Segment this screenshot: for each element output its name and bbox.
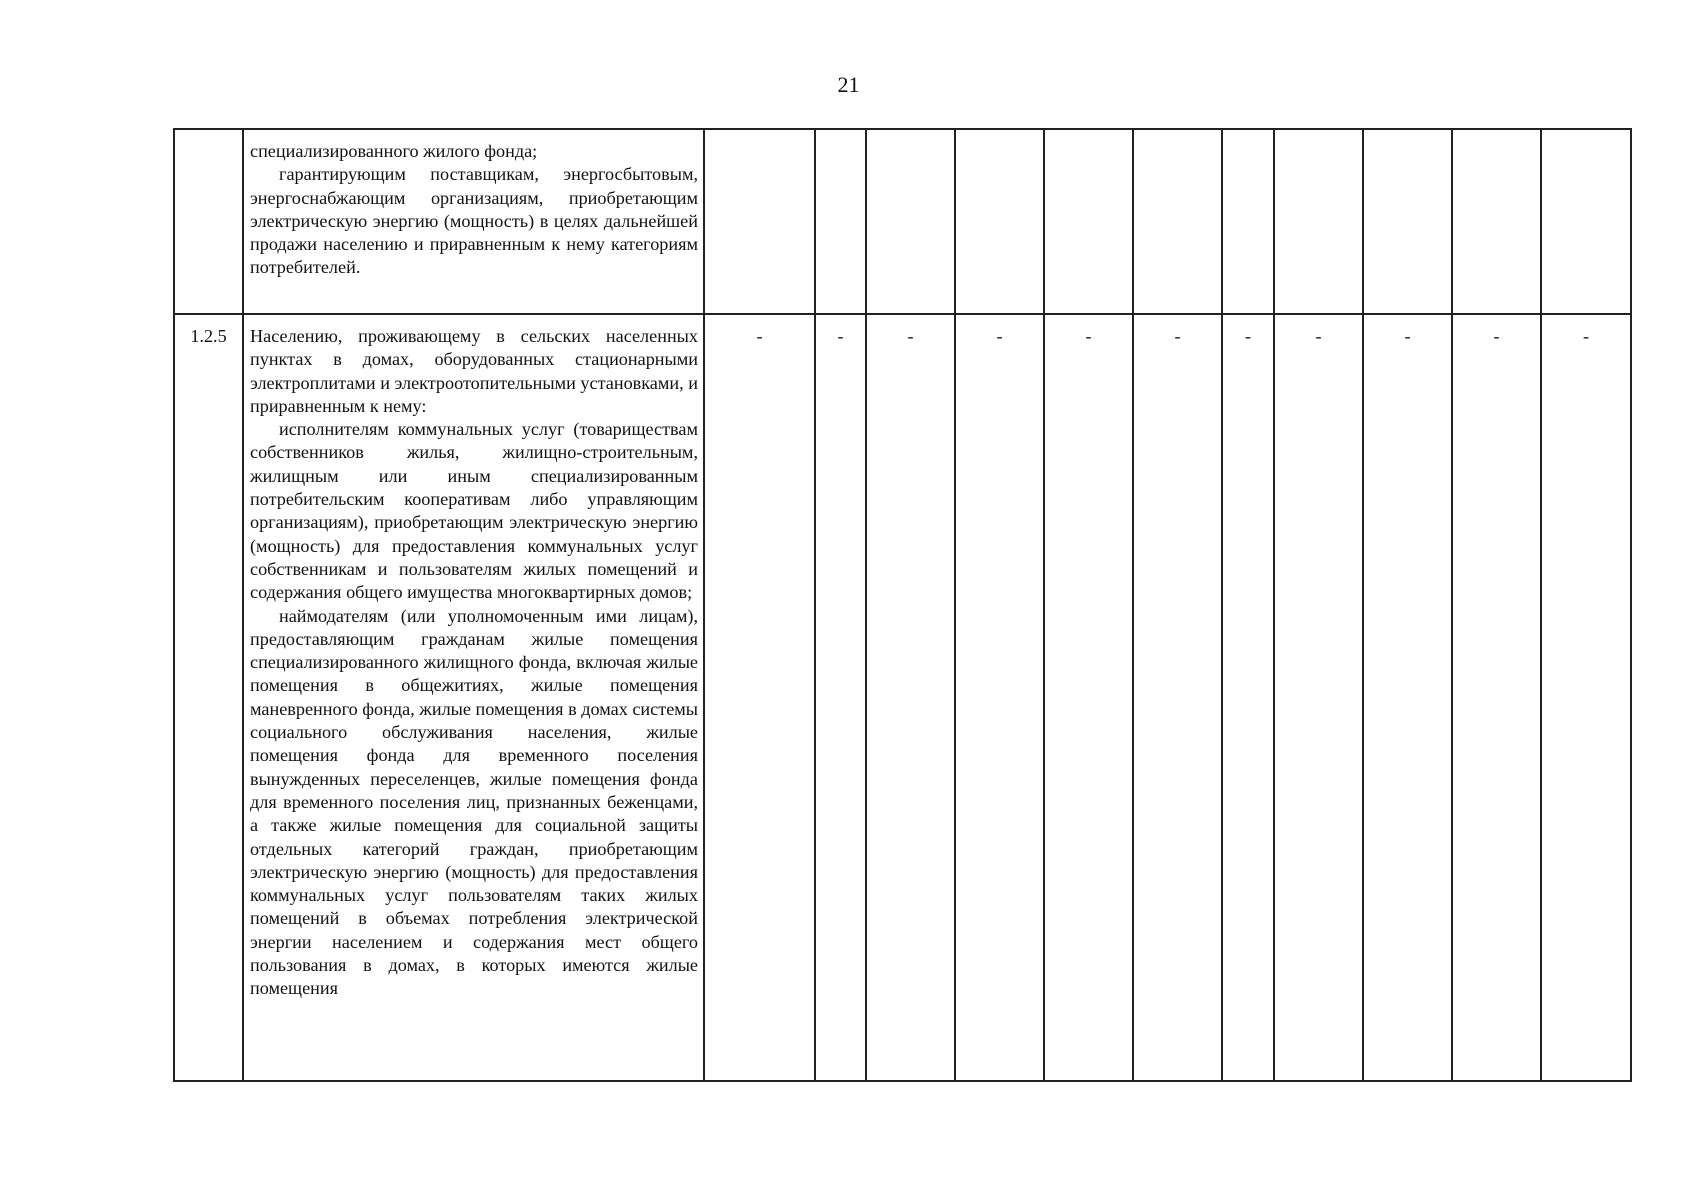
page-number: 21 <box>837 72 860 97</box>
value-cell <box>1363 129 1452 314</box>
value-cell: - <box>1133 314 1222 1081</box>
description-paragraph: специализированного жилого фонда; <box>250 141 538 161</box>
value-cell: - <box>866 314 955 1081</box>
value-cell <box>1044 129 1133 314</box>
value-cell: - <box>1222 314 1274 1081</box>
value-cell: - <box>1363 314 1452 1081</box>
value-cell: - <box>1044 314 1133 1081</box>
value-cell <box>815 129 866 314</box>
value-cell <box>1541 129 1631 314</box>
value-cell <box>1133 129 1222 314</box>
value-cell <box>1222 129 1274 314</box>
value-cell <box>955 129 1044 314</box>
row-number-cell: 1.2.5 <box>174 314 243 1081</box>
table-row <box>174 129 1631 314</box>
row-number-cell <box>174 129 243 314</box>
value-cell: - <box>955 314 1044 1081</box>
value-cell: - <box>1541 314 1631 1081</box>
value-cell: - <box>815 314 866 1081</box>
value-cell: - <box>1274 314 1363 1081</box>
row-description-cell <box>243 129 704 314</box>
value-cell <box>1274 129 1363 314</box>
description-paragraph: исполнителям коммунальных услуг (товариществам собственников жилья, жилищно-строительным, жилищным или иным специализированным потребительским кооперативам либо управляющим организациям), приобретающим электрическую энергию (мощность) для предоставления коммунальных услуг собственникам и пользователям жилых помещений и содержания общего имущества многоквартирных домов; <box>250 419 698 603</box>
value-cell <box>704 129 815 314</box>
description-paragraph: Населению, проживающему в сельских населенных пунктах в домах, оборудованных стационарными электроплитами и электроотопительными установками, и приравненным к нему: <box>250 326 698 416</box>
value-cell: - <box>704 314 815 1081</box>
description-paragraph: гарантирующим поставщикам, энергосбытовым, энергоснабжающим организациям, приобретающим электрическую энергию (мощность) в целях дальнейшей продажи населению и приравненным к нему категориям потребителей. <box>250 164 698 278</box>
table-row <box>174 314 1631 1081</box>
tariff-table <box>173 128 1632 1082</box>
value-cell <box>1452 129 1541 314</box>
value-cell: - <box>1452 314 1541 1081</box>
description-paragraph: наймодателям (или уполномоченным ими лицам), предоставляющим гражданам жилые помещения специализированного жилищного фонда, включая жилые помещения в общежитиях, жилые помещения маневренного фонда, жилые помещения в домах системы социального обслуживания населения, жилые помещения фонда для временного поселения вынужденных переселенцев, жилые помещения фонда для временного поселения лиц, признанных беженцами, а также жилые помещения для социальной защиты отдельных категорий граждан, приобретающим электрическую энергию (мощность) для предоставления коммунальных услуг пользователям таких жилых помещений в объемах потребления электрической энергии населением и содержания мест общего пользования в домах, в которых имеются жилые помещения <box>250 605 698 999</box>
value-cell <box>866 129 955 314</box>
row-description-cell <box>243 314 704 1081</box>
